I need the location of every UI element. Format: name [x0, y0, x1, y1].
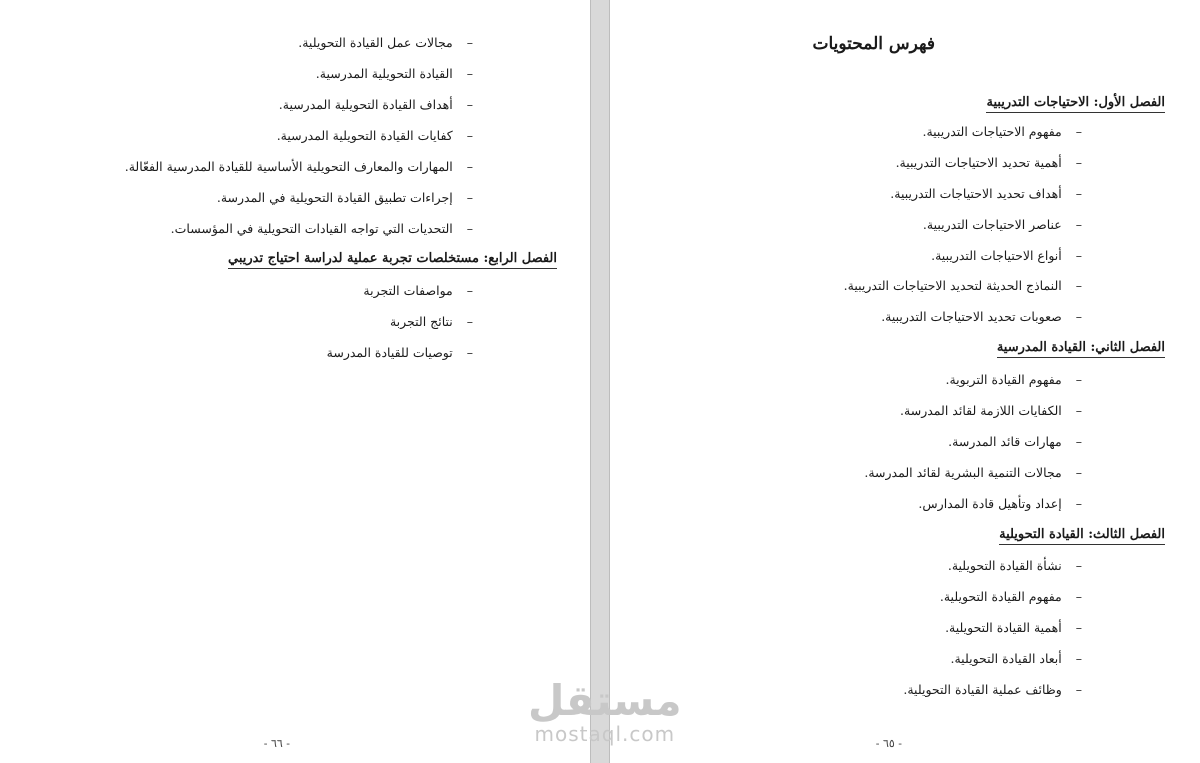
list-item: – إجراءات تطبيق القيادة التحويلية في المدرسة.: [216, 190, 473, 205]
page-gutter: [590, 0, 610, 763]
list-item: – أنواع الاحتياجات التدريبية.: [931, 248, 1082, 263]
chapter-1-heading: الفصل الأول: الاحتياجات التدريبية: [986, 95, 1165, 113]
list-item: – التحديات التي تواجه القيادات التحويلية في المؤسسات.: [170, 221, 473, 236]
list-item: – مواصفات التجربة: [363, 283, 473, 298]
list-item: – أبعاد القيادة التحويلية.: [950, 651, 1082, 666]
list-item: – النماذج الحديثة لتحديد الاحتياجات التدريبية.: [843, 278, 1082, 293]
chapter-4-heading: الفصل الرابع: مستخلصات تجربة عملية لدراسة احتياج تدريبي: [228, 251, 557, 269]
list-item: – مجالات التنمية البشرية لقائد المدرسة.: [864, 465, 1082, 480]
list-item: – نشأة القيادة التحويلية.: [947, 558, 1082, 573]
list-item: – عناصر الاحتياجات التدريبية.: [922, 217, 1082, 232]
list-item: – المهارات والمعارف التحويلية الأساسية للقيادة المدرسية الفعّالة.: [124, 159, 473, 174]
mostaql-watermark: [528, 676, 682, 746]
list-item: – إعداد وتأهيل قادة المدارس.: [918, 496, 1082, 511]
list-item: – مفهوم القيادة التربوية.: [945, 372, 1082, 387]
list-item: – مهارات قائد المدرسة.: [948, 434, 1082, 449]
right-page: [610, 0, 1200, 763]
list-item: – أهداف تحديد الاحتياجات التدريبية.: [890, 186, 1082, 201]
chapter-2-heading: الفصل الثاني: القيادة المدرسية: [997, 340, 1165, 358]
list-item: – كفايات القيادة التحويلية المدرسية.: [276, 128, 473, 143]
list-item: – وظائف عملية القيادة التحويلية.: [903, 682, 1082, 697]
list-item: – مفهوم القيادة التحويلية.: [939, 589, 1082, 604]
list-item: – أهداف القيادة التحويلية المدرسية.: [278, 97, 473, 112]
list-item: – الكفايات اللازمة لقائد المدرسة.: [900, 403, 1082, 418]
left-page: [0, 0, 590, 763]
list-item: – توصيات للقيادة المدرسة: [326, 345, 473, 360]
page-number-right: - ٦٥ -: [875, 737, 902, 750]
watermark-latin: mostaql.com: [534, 722, 676, 746]
list-item: – أهمية القيادة التحويلية.: [945, 620, 1082, 635]
chapter-3-heading: الفصل الثالث: القيادة التحويلية: [999, 527, 1165, 545]
watermark-arabic: مستقل: [528, 676, 682, 725]
list-item: – مفهوم الاحتياجات التدريبية.: [922, 124, 1082, 139]
list-item: – مجالات عمل القيادة التحويلية.: [298, 35, 473, 50]
list-item: – أهمية تحديد الاحتياجات التدريبية.: [895, 155, 1082, 170]
list-item: – القيادة التحويلية المدرسية.: [315, 66, 473, 81]
list-item: – صعوبات تحديد الاحتياجات التدريبية.: [881, 309, 1082, 324]
page-number-left: - ٦٦ -: [263, 737, 290, 750]
list-item: – نتائج التجربة: [389, 314, 473, 329]
toc-title: فهرس المحتويات: [812, 34, 935, 54]
